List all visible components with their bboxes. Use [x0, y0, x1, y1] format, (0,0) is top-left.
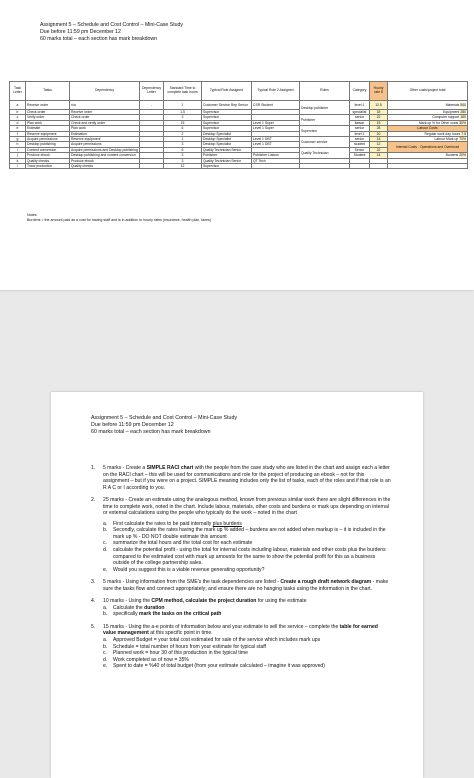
- cell: Check and verify order: [70, 120, 140, 125]
- cell: Supervisor: [202, 164, 252, 169]
- cell: Publisher Liaison: [252, 153, 300, 158]
- cell: 1: [164, 101, 202, 110]
- cell: Supervisor: [202, 110, 252, 115]
- cell: Regular work day hours 7.5: [388, 131, 468, 136]
- cell: Burdens 20%: [388, 153, 468, 158]
- cell: Labour Mark up 70%: [388, 137, 468, 142]
- cell: Check order: [26, 110, 70, 115]
- cell: 14: [370, 137, 388, 142]
- sub-item: a. First calculate the rates to be paid internally plus burdens: [103, 520, 242, 527]
- cell: Acquire permissions: [26, 137, 70, 142]
- col-header: Other costs/project total: [388, 82, 468, 101]
- col-header: Typical Role Assigned: [202, 82, 252, 101]
- col-header: Typical Role 2 Assigned: [252, 82, 300, 101]
- col-header: Task Letter: [10, 82, 26, 101]
- cell: 14: [370, 153, 388, 158]
- question-4: [91, 598, 391, 618]
- cell: j: [10, 153, 26, 158]
- cell: 15: [164, 120, 202, 125]
- cell: c: [10, 115, 26, 120]
- cell: Labour Costs: [388, 126, 468, 131]
- cell: Quality checks: [26, 158, 70, 163]
- question-1: [91, 465, 391, 491]
- cell: 3: [164, 115, 202, 120]
- cell: Quality Technician Senior: [202, 147, 252, 152]
- cell: 1: [164, 137, 202, 142]
- cell: g: [10, 137, 26, 142]
- cell: Plan work: [70, 126, 140, 131]
- cell: 3: [164, 153, 202, 158]
- cell: Track production: [26, 164, 70, 169]
- cell: [370, 164, 388, 169]
- cell: Acquire permissions and Desktop publishing: [71, 147, 138, 152]
- header-due: Due before 11:59 pm December 12: [40, 29, 121, 35]
- question-text: 10 marks - Using the CPM method, calculate the project duration for using the estimate: [103, 598, 307, 605]
- col-header: Hourly rate $: [370, 82, 388, 101]
- cell: Receive order: [26, 101, 70, 110]
- header-marks: 60 marks total – each section has mark breakdown: [40, 36, 158, 42]
- cell: 22: [370, 115, 388, 120]
- sub-item: e. Would you suggest this is a viable revenue generating opportunity?: [103, 566, 265, 573]
- table-header-row: [10, 82, 468, 101]
- assignment-header: [40, 22, 183, 43]
- cell: Desktop Specialist: [202, 142, 252, 147]
- col-header: Category: [350, 82, 370, 101]
- sub-item: b. specifically mark the tasks on the critical path: [103, 611, 222, 618]
- cell: 12: [370, 142, 388, 147]
- col-header: Dependency: [70, 82, 140, 101]
- cell: Quality checks: [70, 164, 140, 169]
- notes: [27, 213, 211, 223]
- cell: Desktop Specialist: [202, 131, 252, 136]
- question-number: 1.: [91, 465, 96, 471]
- cell: 3: [164, 158, 202, 163]
- col-header: Standard Time to complete task hours: [164, 82, 202, 101]
- cell: Customer service: [300, 137, 350, 148]
- cell: 15: [370, 120, 388, 125]
- cell: Produce ebook: [70, 158, 140, 163]
- table-row: [10, 101, 468, 110]
- cell: Estimate: [26, 126, 70, 131]
- cell: [252, 164, 300, 169]
- sub-item: d. calculate the potential profit - using the total for internal costs including labour, materials and other costs plus the burdens compared to the estimated cost with mark up amounts for the same to show the potential profit for this as a business outside of the college partnership sales.: [103, 547, 386, 567]
- cell: Publisher: [202, 153, 252, 158]
- cell: 12.5: [370, 101, 388, 110]
- assignment-header-2: [91, 415, 237, 436]
- cell: d: [10, 120, 26, 125]
- cell: [300, 164, 350, 169]
- cell: [140, 164, 164, 169]
- header-title: Assignment 5 – Schedule and Cost Control – Mini-Case Study: [40, 22, 184, 28]
- header-due: Due before 11:59 pm December 12: [91, 422, 174, 428]
- cell: level 1: [350, 131, 370, 136]
- cell: Quality Technician Senior: [202, 158, 252, 163]
- cell: Customer Service Rep Senior: [202, 101, 252, 110]
- question-text: 5 marks - Create a SIMPLE RACI chart with the people from the case study who are listed in the chart and assign each a letter on the RACI chart – this will be used for communications and role for the project of producing an ebook – not for this assignment – but if you were on a project. SIMPLE meaning includes only the list of tasks, each of the roles and if that role is an R A C or I according to you.: [103, 465, 391, 491]
- question-text: 15 marks - Using the a-e points of information below and your estimate to sell the service – complete the table for earned value management at this specific point in time.: [103, 623, 378, 637]
- cell: Supervisor: [202, 120, 252, 125]
- instructions-page: [51, 392, 423, 778]
- cell: Level 1 Super: [252, 120, 300, 125]
- cell: senior: [350, 115, 370, 120]
- question-number: 5.: [91, 623, 96, 630]
- cell: [350, 164, 370, 169]
- cell: senior: [350, 137, 370, 142]
- notes-text: Burdens = the amount paid as a cost for having staff and is in addition to hourly rates (insurance, health plan, taxes): [27, 218, 212, 222]
- cell: Desktop Specialist: [202, 137, 252, 142]
- cell: Content conversion: [26, 147, 70, 152]
- col-header: Tasks: [26, 82, 70, 101]
- cell: i: [10, 147, 26, 152]
- cell: Level 1 Super: [252, 126, 300, 131]
- cell: [388, 164, 468, 169]
- cell: Receive order: [70, 110, 140, 115]
- cell: 3: [164, 142, 202, 147]
- cell: Publisher: [300, 115, 350, 126]
- cell: Desktop publishing and content conversion: [70, 153, 140, 158]
- cell: student: [350, 142, 370, 147]
- cell: Check order: [70, 115, 140, 120]
- question-2: [91, 497, 391, 573]
- header-title: Assignment 5 – Schedule and Cost Control – Mini-Case Study: [91, 415, 238, 421]
- cell: Produce ebook: [26, 153, 70, 158]
- cell: Supervisor: [300, 126, 350, 137]
- spreadsheet-page: [0, 0, 474, 290]
- cell: 20: [370, 131, 388, 136]
- cell: Quality Technician: [300, 147, 350, 158]
- question-number: 4.: [91, 598, 96, 605]
- cell: 22: [370, 147, 388, 152]
- cell: Student: [350, 153, 370, 158]
- cell: a: [10, 101, 26, 110]
- sub-item: a. Approved Budget = your total cost estimated for sale of the service which includes mark ups: [103, 637, 321, 644]
- cell: senior: [350, 126, 370, 131]
- schedule-table: [9, 81, 468, 169]
- cell: Reserve equipment: [70, 137, 140, 142]
- cell: Supervisor: [202, 115, 252, 120]
- cell: n/a: [70, 101, 140, 110]
- cell: Level 1 DBT: [252, 137, 300, 142]
- cell: Senior: [350, 147, 370, 152]
- cell: Computer support 160: [388, 115, 468, 120]
- cell: CSR Student: [252, 101, 300, 110]
- cell: Level 1 DBT: [252, 142, 300, 147]
- cell: k: [10, 158, 26, 163]
- question-5: [91, 624, 391, 670]
- sub-item: c. Planned work = hour 30 of this production in the typical time: [103, 650, 248, 657]
- cell: e: [10, 126, 26, 131]
- question-3: [91, 579, 391, 592]
- cell: l: [10, 164, 26, 169]
- col-header: Roles: [300, 82, 350, 101]
- cell: Supervisor: [202, 126, 252, 131]
- cell: 6: [164, 147, 202, 152]
- cell: 6: [164, 126, 202, 131]
- cell: 28: [370, 126, 388, 131]
- cell: 2: [164, 131, 202, 136]
- cell: Reserve equipment: [26, 131, 70, 136]
- question-number: 2.: [91, 497, 96, 504]
- question-text: 25 marks - Create an estimate using the analogous method, known from previous similar work there are slight differences in the time to complete work, noted in the chart. Include labour, materials, other costs and burdens or mark ups depending on internal or external calculations using the people who typically do the work – noted in the chart: [103, 497, 391, 517]
- question-list: [91, 465, 391, 676]
- cell: Equipment 280: [388, 110, 468, 115]
- cell: specialist: [350, 110, 370, 115]
- cell: Desktop publishing: [26, 142, 70, 147]
- cell: QT Tech: [252, 158, 300, 163]
- header-marks: 60 marks total – each section has mark breakdown: [91, 429, 211, 435]
- cell: Materials 500: [388, 101, 468, 110]
- sub-item: c. summarize the total hours and the total cost for each estimate: [103, 540, 253, 547]
- cell: Plan work: [26, 120, 70, 125]
- cell: Desktop publisher: [300, 101, 350, 115]
- sub-item: b. Secondly, calculate the rates having the mark up % added – burdens are not added when markup is – it is included in the mark up % - DO NOT double estimate this amount: [103, 527, 386, 540]
- cell: liaison: [350, 120, 370, 125]
- cell: Internal Costs - Operations and Overhead: [388, 142, 468, 153]
- question-number: 3.: [91, 579, 96, 586]
- cell: Verify order: [26, 115, 70, 120]
- sub-item: d. Work completed as of now = 35%: [103, 656, 189, 663]
- sub-item: e. Spent to date = %40 of total budget (from your estimate calculated – imagine it was approved): [103, 663, 325, 670]
- cell: f: [10, 131, 26, 136]
- col-header: Dependency Letter: [140, 82, 164, 101]
- sub-item: a. Calculate the duration: [103, 604, 165, 611]
- table-row: [10, 164, 468, 169]
- cell: Acquire permissions: [70, 142, 140, 147]
- cell: -: [140, 101, 164, 110]
- cell: Estimation: [70, 131, 140, 136]
- sub-item: b. Schedule = total number of hours from your estimate for typical staff: [103, 643, 266, 650]
- cell: 18: [370, 110, 388, 115]
- cell: 1.5: [164, 110, 202, 115]
- cell: h: [10, 142, 26, 147]
- cell: 12: [164, 164, 202, 169]
- notes-title: Notes:: [27, 213, 38, 217]
- cell: Mark up % for Other costs 30%: [388, 120, 468, 125]
- question-text: 5 marks - Using information from the SME's the task dependencies are listed - Create a rough draft network diagram - make sure the tasks flow and connect appropriately; and ensure there are no hanging tasks using the information in the chart.: [103, 579, 389, 592]
- cell: b: [10, 110, 26, 115]
- cell: level 1: [350, 101, 370, 110]
